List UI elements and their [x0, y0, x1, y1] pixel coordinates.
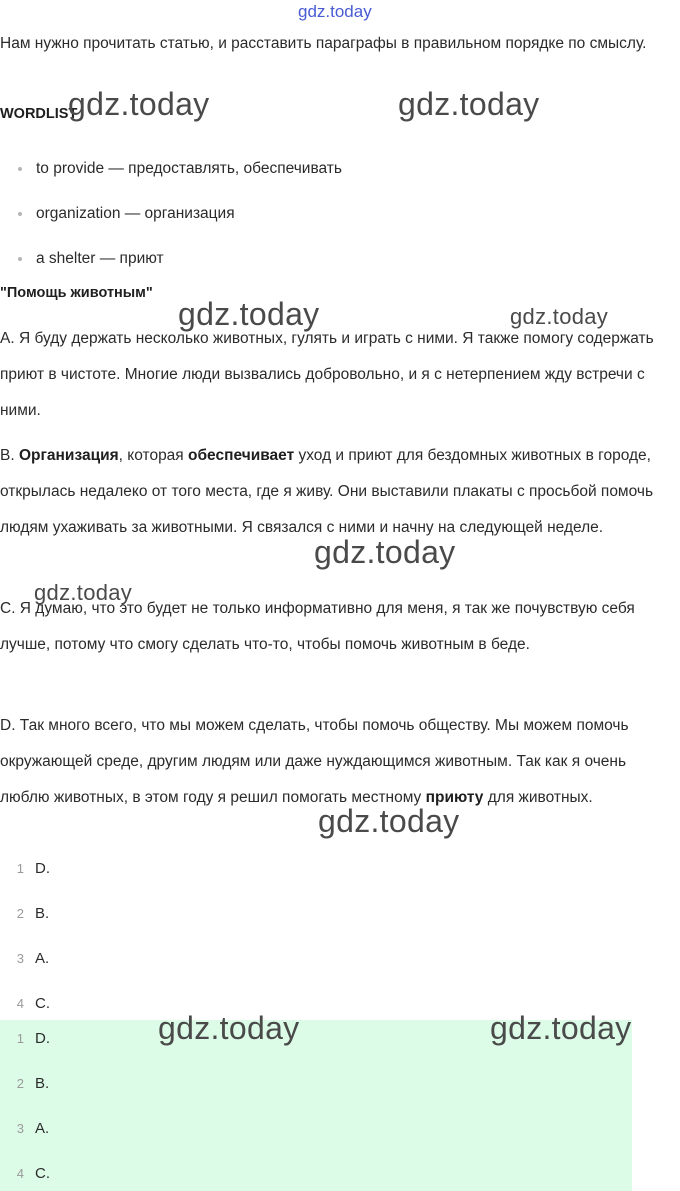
paragraph-d-term-shelter: приюту	[425, 789, 484, 806]
paragraph-b-text: , которая	[118, 447, 189, 464]
paragraph-b-prefix: B.	[0, 447, 19, 464]
answer-list-item	[0, 1027, 50, 1051]
order-value: B.	[35, 905, 50, 922]
paragraph-b	[0, 438, 676, 546]
answer-highlight-block	[0, 1020, 632, 1191]
wordlist-item	[18, 157, 342, 181]
order-list-item	[0, 902, 49, 926]
watermark: gdz.today	[318, 803, 460, 839]
paragraph-d-text-end: для животных.	[483, 789, 593, 806]
wordlist-item-text: organization — организация	[36, 205, 235, 222]
paragraph-b-term-organization: Организация	[18, 447, 119, 464]
order-value: D.	[35, 860, 50, 877]
watermark: gdz.today	[490, 1010, 632, 1046]
order-list-item	[0, 947, 49, 971]
order-number: 3	[16, 951, 24, 966]
watermark: gdz.today	[34, 580, 133, 605]
watermark: gdz.today	[510, 304, 609, 329]
order-number: 4	[16, 996, 24, 1011]
paragraph-d	[0, 708, 676, 816]
wordlist-item	[18, 247, 164, 271]
answer-value: D.	[35, 1030, 50, 1047]
order-number: 2	[16, 906, 24, 921]
answer-list-item	[0, 1072, 49, 1096]
watermark: gdz.today	[398, 86, 540, 122]
answer-list-item	[0, 1162, 50, 1186]
wordlist-item-text: a shelter — приют	[36, 250, 164, 267]
order-value: C.	[35, 995, 50, 1012]
answer-value: B.	[35, 1075, 50, 1092]
order-list-item	[0, 992, 50, 1016]
answer-number: 3	[16, 1121, 24, 1136]
order-value: A.	[35, 950, 50, 967]
order-list-item	[0, 857, 50, 881]
answer-number: 2	[16, 1076, 24, 1091]
answer-value: C.	[35, 1165, 50, 1182]
wordlist-heading: WORDLIST	[0, 106, 78, 122]
answer-number: 4	[16, 1166, 24, 1181]
answer-value: A.	[35, 1120, 50, 1137]
intro-text: Нам нужно прочитать статью, и расставить параграфы в правильном порядке по смыслу.	[0, 35, 647, 52]
paragraph-d-text: D. Так много всего, что мы можем сделать, чтобы помочь обществу. Мы можем помочь окружающей среде, другим людям или даже нуждающимся животным. Так как я очень люблю животных, в этом году я решил помогать местному	[0, 717, 629, 806]
bullet-icon	[18, 167, 22, 171]
wordlist-item	[18, 202, 235, 226]
bullet-icon	[18, 257, 22, 261]
paragraph-b-term-provides: обеспечивает	[188, 447, 295, 464]
watermark: gdz.today	[314, 534, 456, 570]
bullet-icon	[18, 212, 22, 216]
watermark: gdz.today	[178, 296, 320, 332]
watermark: gdz.today	[158, 1010, 300, 1046]
paragraph-b-text-rest: уход и приют для бездомных животных в городе, открылась недалеко от того места, где я живу. Они выставили плакаты с просьбой помочь людям ухаживать за животными. Я связался с ними и начну на следующей неделе.	[0, 447, 654, 536]
order-number: 1	[16, 861, 24, 876]
watermark: gdz.today	[298, 2, 372, 21]
wordlist-item-text: to provide — предоставлять, обеспечивать	[36, 160, 342, 177]
watermark: gdz.today	[68, 86, 210, 122]
paragraph-a: A. Я буду держать несколько животных, гулять и играть с ними. Я также помогу содержать приют в чистоте. Многие люди вызвались добровольно, и я с нетерпением жду встречи с ними.	[0, 330, 654, 419]
answer-number: 1	[16, 1031, 24, 1046]
article-title: "Помощь животным"	[0, 285, 153, 301]
paragraph-c: C. Я думаю, что это будет не только информативно для меня, я так же почувствую себя лучше, потому что смогу сделать что-то, чтобы помочь животным в беде.	[0, 600, 635, 653]
answer-list-item	[0, 1117, 49, 1141]
